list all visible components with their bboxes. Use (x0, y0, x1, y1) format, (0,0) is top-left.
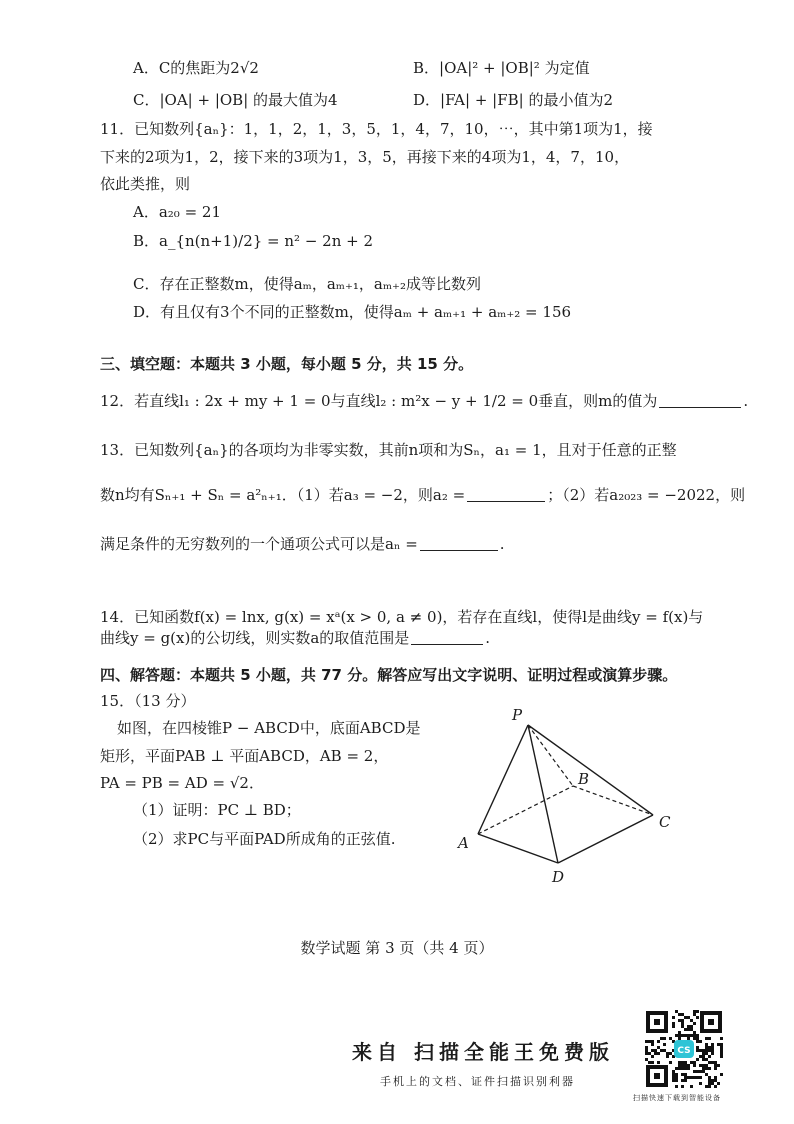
q13-stem-line3 (100, 533, 505, 555)
qr-caption: 扫描快速下载到智能设备 (633, 1094, 721, 1102)
q12-text: 12．若直线l₁ : 2x + my + 1 = 0与直线l₂ : m²x − y + 1/2 = 0垂直，则m的值为 (100, 392, 658, 410)
page-footer: 数学试题 第 3 页（共 4 页） (300, 939, 494, 957)
q10-option-b: B．|OA|² + |OB|² 为定值 (413, 59, 590, 77)
q11-stem-line1: 11．已知数列{aₙ}：1，1，2，1，3，5，1，4，7，10，⋯，其中第1项为1，接 (100, 120, 653, 138)
q13-part2-blank (420, 534, 498, 551)
q12-answer-blank (659, 391, 741, 408)
q10-option-a: A．C的焦距为2√2 (133, 59, 259, 77)
edge-ad (478, 834, 558, 863)
label-c: C (659, 813, 671, 831)
q14-stem-line2 (100, 627, 490, 649)
qr-logo-text: CS (677, 1046, 691, 1056)
q10-option-c: C．|OA| + |OB| 的最大值为4 (133, 91, 338, 109)
watermark-subtitle: 手机上的文档、证件扫描识别利器 (380, 1075, 575, 1088)
q13-stem-line1: 13．已知数列{aₙ}的各项均为非零实数，其前n项和为Sₙ，a₁ = 1，且对于任意的正整 (100, 441, 677, 459)
q14-period: . (485, 629, 491, 647)
q13-part1-blank (467, 485, 545, 502)
edge-ab-hidden (478, 786, 573, 834)
pyramid-figure (448, 700, 688, 890)
q10-option-d: D．|FA| + |FB| 的最小值为2 (413, 91, 614, 109)
q12-line (100, 390, 748, 412)
q13-part1-text: 数n均有Sₙ₊₁ + Sₙ = a²ₙ₊₁．（1）若a₃ = −2，则a₂ = (100, 486, 466, 504)
q11-option-a: A．a₂₀ = 21 (133, 203, 221, 221)
q13-stem-line2 (100, 484, 745, 506)
section-4-heading: 四、解答题：本题共 5 小题，共 77 分。解答应写出文字说明、证明过程或演算步骤。 (100, 666, 678, 684)
q14-stem-line1: 14．已知函数f(x) = lnx, g(x) = xᵃ(x > 0, a ≠ 0)，若存在直线l，使得l是曲线y = f(x)与 (100, 608, 704, 626)
label-d: D (552, 868, 565, 886)
q13-formula-text: 满足条件的无穷数列的一个通项公式可以是aₙ = (100, 535, 418, 553)
edge-bc-hidden (573, 786, 653, 815)
q11-stem-line3: 依此类推，则 (100, 175, 191, 193)
q15-stem-line3: PA = PB = AD = √2． (100, 774, 264, 792)
q15-heading: 15．（13 分） (100, 692, 196, 710)
edge-pa (478, 725, 528, 834)
edge-pc (528, 725, 653, 815)
edge-pd (528, 725, 558, 863)
q11-option-b: B．a_{n(n+1)/2} = n² − 2n + 2 (133, 232, 374, 250)
q13-part2-text: ；（2）若a₂₀₂₃ = −2022，则 (547, 486, 746, 504)
edge-dc (558, 815, 653, 863)
q14-text: 曲线y = g(x)的公切线，则实数a的取值范围是 (100, 629, 410, 647)
q15-part2: （2）求PC与平面PAD所成角的正弦值. (133, 830, 396, 848)
watermark-title: 来自 扫描全能王免费版 (352, 1040, 614, 1064)
q14-answer-blank (411, 628, 483, 645)
label-b: B (578, 770, 590, 788)
q11-option-c: C．存在正整数m，使得aₘ，aₘ₊₁，aₘ₊₂成等比数列 (133, 275, 481, 293)
q11-stem-line2: 下来的2项为1，2，接下来的3项为1，3，5，再接下来的4项为1，4，7，10， (100, 148, 630, 166)
label-p: P (512, 706, 523, 724)
label-a: A (458, 834, 469, 852)
q11-option-d: D．有且仅有3个不同的正整数m，使得aₘ + aₘ₊₁ + aₘ₊₂ = 156 (133, 303, 572, 321)
section-3-heading: 三、填空题：本题共 3 小题，每小题 5 分，共 15 分。 (100, 355, 474, 373)
qr-code (645, 1010, 723, 1088)
q15-stem-line2: 矩形，平面PAB ⊥ 平面ABCD，AB = 2， (100, 747, 389, 765)
q12-period: . (743, 392, 749, 410)
q15-part1: （1）证明：PC ⊥ BD； (133, 801, 301, 819)
q15-stem-line1: 如图，在四棱锥P − ABCD中，底面ABCD是 (117, 719, 421, 737)
q13-period: . (499, 535, 505, 553)
